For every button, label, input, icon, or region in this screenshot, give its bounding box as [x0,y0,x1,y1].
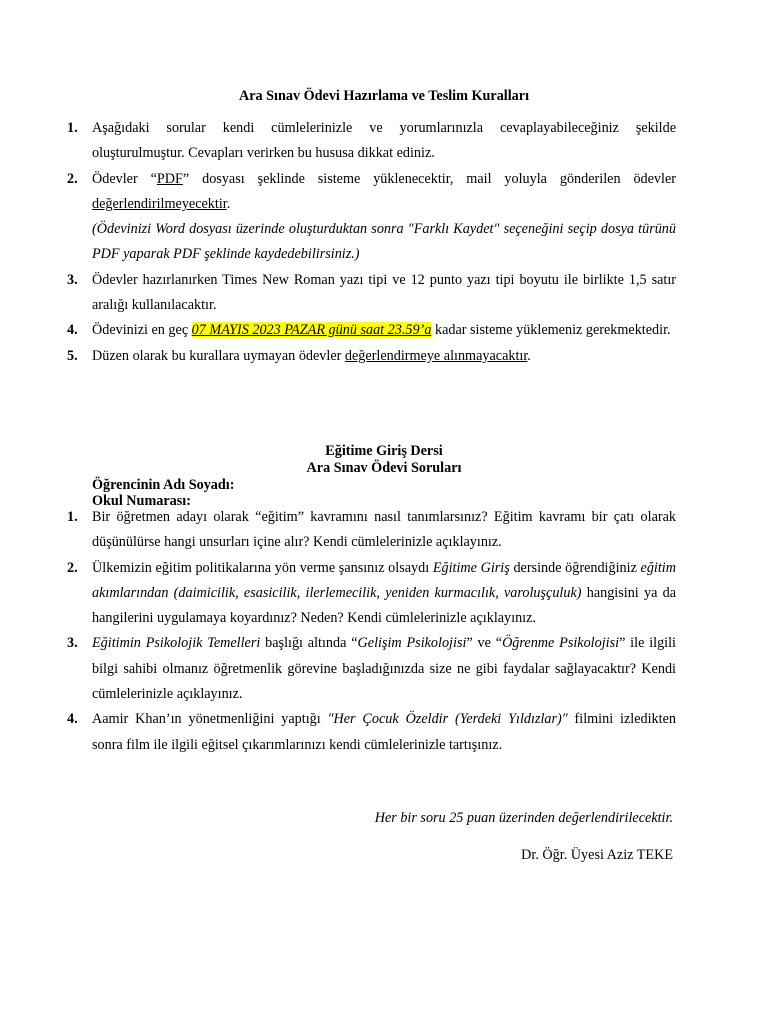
question-text: Aamir Khan’ın yönetmenliğini yaptığı [92,711,328,728]
question-text: dersinde öğrendiğiniz [509,559,641,576]
list-number: 4. [67,322,78,339]
question-text: Ülkemizin eğitim politikalarına yön verme şansınız olsaydı [92,559,433,576]
signature: Dr. Öğr. Üyesi Aziz TEKE [521,847,673,863]
list-number: 4. [67,711,78,728]
pdf-term: PDF [156,170,183,187]
list-number: 3. [67,635,78,652]
question-item-1 [67,505,676,556]
list-number: 5. [67,347,78,364]
underlined-warning: değerlendirilmeyecektir [92,195,227,212]
rule-item-5 [67,344,676,369]
pdf-save-note: (Ödevinizi Word dosyası üzerinde oluşturduktan sonra ″Farklı Kaydet″ seçeneğini seçip dosya türünü PDF yaparak PDF şeklinde kaydedebilirsiniz.) [92,221,676,263]
student-name-label: Öğrencinin Adı Soyadı: [92,477,235,493]
question-item-4 [67,707,676,758]
question-text: ” ve “ [466,635,503,652]
rule-text: . [226,195,231,212]
list-number: 2. [67,559,78,576]
rule-item-2 [67,167,676,268]
deadline-highlight: 07 MAYIS 2023 PAZAR günü saat 23.59’a [191,322,432,339]
points-note: Her bir soru 25 puan üzerinden değerlendirilecektir. [374,810,673,826]
list-number: 2. [67,170,78,187]
rule-text: ” dosyası şeklinde sisteme yüklenecektir, mail yoluyla gönderilen ödevler [182,170,676,187]
list-number: 1. [67,509,78,525]
film-title-italic: ″Her Çocuk Özeldir (Yerdeki Yıldızlar)″ [327,711,568,728]
developmental-psychology-italic: Gelişim Psikolojisi [357,635,467,652]
rules-list [67,116,676,369]
rule-text: Ödevinizi en geç [92,322,192,339]
student-number-label: Okul Numarası: [92,493,191,509]
rule-text: kadar sisteme yüklemeniz gerekmektedir. [431,322,671,339]
topic-italic: Eğitimin Psikolojik Temelleri [92,635,261,652]
learning-psychology-italic: Öğrenme Psikolojisi [502,635,620,652]
question-text: Bir öğretmen adayı olarak “eğitim” kavramını nasıl tanımlarsınız? Eğitim kavramı bir çatı olarak düşünülürse hangi unsurları içine alır? Kendi cümlelerinizle açıklayınız. [92,509,676,551]
rule-item-4 [67,318,676,343]
course-title: Eğitime Giriş Dersi [325,443,443,459]
rule-text: . [527,347,531,364]
questions-list [67,505,676,758]
list-number: 1. [67,120,78,136]
questions-heading: Ara Sınav Ödevi Soruları [306,460,462,476]
question-item-3 [67,631,676,707]
question-text: hangisini ya da hangilerini uygulamaya koyardınız? Neden? Kendi cümlelerinizle açıklayınız. [92,584,676,627]
page-title: Ara Sınav Ödevi Hazırlama ve Teslim Kuralları [238,88,530,104]
rule-text: Ödevler “ [92,170,157,187]
rule-text: Aşağıdaki sorular kendi cümlelerinizle ve yorumlarınızla cevaplayabileceğiniz şekilde oluşturulmuştur. Cevapları verirken bu hususa dikkat ediniz. [92,120,676,162]
course-name-italic: Eğitime Giriş [432,559,510,576]
question-item-2 [67,556,676,632]
education-currents-italic: eğitim akımlarından (daimicilik, esasicilik, ilerlemecilik, yeniden kurmacılık, varoluşçuluk) [92,559,676,601]
question-text: filmini izledikten sonra film ile ilgili eğitsel çıkarımlarınızı kendi cümlelerinizle tartışınız. [92,711,676,753]
rule-text: Ödevler hazırlanırken Times New Roman yazı tipi ve 12 punto yazı tipi boyutu ile birlikte 1,5 satır aralığı kullanılacaktır. [92,271,676,314]
underlined-warning: değerlendirmeye alınmayacaktır [344,347,528,364]
list-number: 3. [67,271,78,288]
rule-item-3 [67,268,676,319]
question-text: başlığı altında “ [260,635,358,652]
question-text: ” ile ilgili bilgi sahibi olmanız öğretmenlik görevine başladığınızda size ne gibi faydalar sağlayacaktır? Kendi cümlelerinizle açıklayınız. [92,635,676,703]
rule-text: Düzen olarak bu kurallara uymayan ödevler [92,347,345,364]
rule-item-1 [67,116,676,167]
